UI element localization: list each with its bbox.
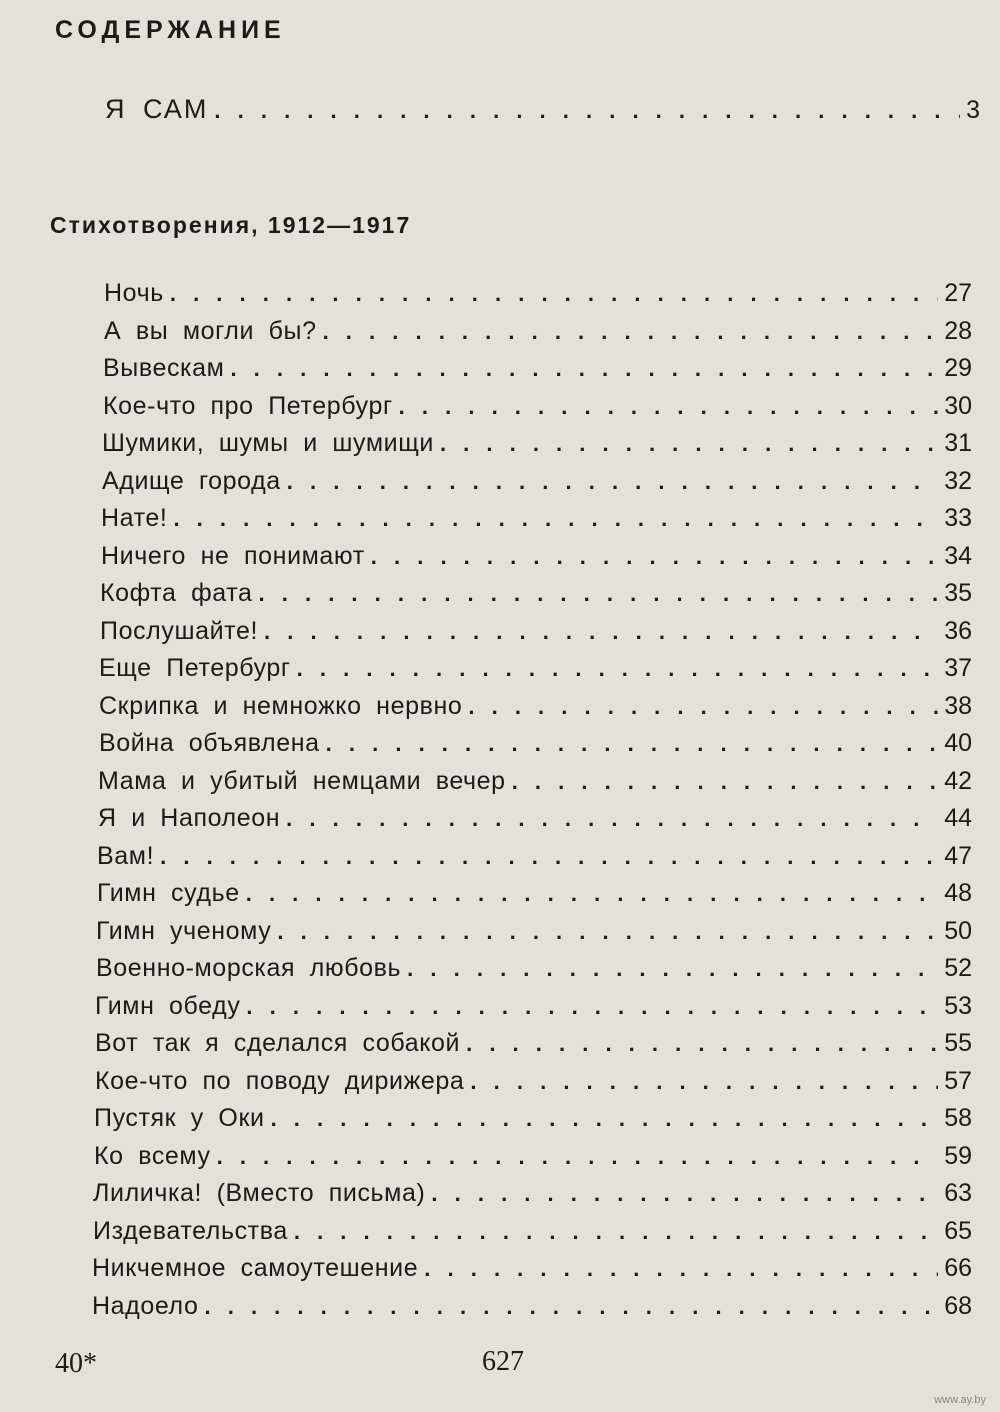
- dot-leader: [407, 956, 938, 982]
- toc-entry-title: А вы могли бы?: [104, 317, 317, 345]
- toc-entry-title: Гимн ученому: [96, 917, 272, 945]
- toc-entry: [102, 429, 972, 458]
- watermark: www.ay.by: [934, 1394, 986, 1406]
- toc-entry-page: 29: [944, 354, 972, 382]
- toc-entry: [102, 467, 972, 496]
- dot-leader: [323, 319, 939, 345]
- toc-entry-title: Пустяк у Оки: [94, 1104, 265, 1132]
- toc-entry: [96, 954, 972, 983]
- toc-entry-page: 37: [944, 654, 972, 682]
- toc-entry: [92, 1254, 972, 1283]
- toc-entry-title: Послушайте!: [100, 617, 259, 645]
- dot-leader: [371, 544, 938, 570]
- dot-leader: [217, 1144, 939, 1170]
- dot-leader: [271, 1106, 939, 1132]
- section-title: Стихотворения, 1912—1917: [50, 212, 412, 238]
- dot-leader: [470, 1069, 938, 1095]
- toc-entry-title: Никчемное самоутешение: [92, 1254, 419, 1282]
- toc-entry: [98, 767, 972, 796]
- dot-leader: [264, 619, 938, 645]
- toc-entry-title: Издевательства: [93, 1217, 288, 1245]
- dot-leader: [466, 1031, 938, 1057]
- toc-entry-title: Надоело: [92, 1292, 199, 1320]
- toc-entry: [96, 917, 972, 946]
- toc-entry: [99, 692, 972, 721]
- toc-entry-title: Вам!: [97, 842, 155, 870]
- toc-entry: [93, 1179, 972, 1208]
- toc-entry-title: Я и Наполеон: [98, 804, 281, 832]
- toc-entry-title: Вот так я сделался собакой: [95, 1029, 461, 1057]
- signature-mark: 40*: [55, 1348, 97, 1379]
- toc-entry-page: 36: [944, 617, 972, 645]
- toc-entry-title: Ко всему: [94, 1142, 211, 1170]
- toc-entry-page: 52: [944, 954, 972, 982]
- toc-entry-title: Я САМ: [105, 94, 209, 124]
- dot-leader: [170, 281, 938, 307]
- toc-entry-title: Кое-что про Петербург: [103, 392, 393, 420]
- toc-entry-page: 27: [944, 279, 972, 307]
- toc-entry-page: 32: [944, 467, 972, 495]
- toc-entry-page: 40: [944, 729, 972, 757]
- dot-leader: [230, 356, 938, 382]
- toc-entry: [92, 1292, 972, 1321]
- dot-leader: [424, 1256, 938, 1282]
- toc-entry-title: Военно-морская любовь: [96, 954, 402, 982]
- toc-entry-title: Война объявлена: [99, 729, 320, 757]
- toc-entry-page: 47: [944, 842, 972, 870]
- toc-entry-page: 42: [944, 767, 972, 795]
- dot-leader: [246, 994, 938, 1020]
- toc-entry-page: 28: [944, 317, 972, 345]
- toc-entry: [99, 729, 972, 758]
- toc-entry-page: 57: [944, 1067, 972, 1095]
- toc-entry-page: 35: [944, 579, 972, 607]
- toc-entry-title: Ничего не понимают: [101, 542, 365, 570]
- dot-leader: [512, 769, 939, 795]
- dot-leader: [294, 1219, 938, 1245]
- toc-entry-page: 38: [944, 692, 972, 720]
- dot-leader: [173, 506, 938, 532]
- dot-leader: [214, 98, 960, 124]
- toc-entry: [100, 579, 972, 608]
- dot-leader: [399, 394, 939, 420]
- toc-entry-title: Лиличка! (Вместо письма): [93, 1179, 426, 1207]
- toc-entry-title: Гимн обеду: [95, 992, 241, 1020]
- toc-entry-title: Еще Петербург: [99, 654, 291, 682]
- dot-leader: [259, 581, 939, 607]
- toc-entry-page: 33: [944, 504, 972, 532]
- toc-entry-title: Адище города: [102, 467, 281, 495]
- toc-entry: [95, 1029, 972, 1058]
- toc-entry: [95, 992, 972, 1021]
- dot-leader: [287, 469, 938, 495]
- toc-entry: [103, 392, 972, 421]
- toc-entry-title: Мама и убитый немцами вечер: [98, 767, 506, 795]
- toc-entry-page: 66: [944, 1254, 972, 1282]
- toc-entry-title: Кое-что по поводу дирижера: [95, 1067, 465, 1095]
- dot-leader: [326, 731, 939, 757]
- toc-entry-page: 63: [944, 1179, 972, 1207]
- toc-entry-page: 34: [944, 542, 972, 570]
- toc-entry: [98, 804, 972, 833]
- toc-entry: [97, 879, 972, 908]
- dot-leader: [277, 919, 938, 945]
- toc-entry-title: Кофта фата: [100, 579, 253, 607]
- toc-entry: [100, 617, 972, 646]
- toc-entry: [94, 1142, 972, 1171]
- dot-leader: [297, 656, 939, 682]
- toc-entry-title: Нате!: [101, 504, 168, 532]
- dot-leader: [286, 806, 938, 832]
- dot-leader: [468, 694, 938, 720]
- toc-entry-page: 65: [944, 1217, 972, 1245]
- dot-leader: [431, 1181, 938, 1207]
- dot-leader: [160, 844, 938, 870]
- toc-entry: [103, 354, 972, 383]
- toc-entry-page: 50: [944, 917, 972, 945]
- dot-leader: [440, 431, 938, 457]
- toc-entry: [94, 1104, 972, 1133]
- toc-entry: [104, 317, 972, 346]
- toc-entry-title: Гимн судье: [97, 879, 240, 907]
- dot-leader: [205, 1294, 939, 1320]
- toc-entry-title: Шумики, шумы и шумищи: [102, 429, 434, 457]
- toc-entry-page: 53: [944, 992, 972, 1020]
- toc-entry: [93, 1217, 972, 1246]
- toc-entry: [101, 504, 972, 533]
- toc-entry-title: Ночь: [104, 279, 164, 307]
- dot-leader: [246, 881, 938, 907]
- toc-entry-page: 30: [944, 392, 972, 420]
- toc-entry-intro: [105, 94, 980, 125]
- toc-entry: [101, 542, 972, 571]
- toc-entry-page: 55: [944, 1029, 972, 1057]
- toc-entry: [99, 654, 972, 683]
- toc-entry: [104, 279, 972, 308]
- toc-entry-page: 68: [944, 1292, 972, 1320]
- toc-entry-page: 3: [966, 96, 980, 124]
- page-heading: СОДЕРЖАНИЕ: [55, 16, 286, 44]
- toc-entry-page: 58: [944, 1104, 972, 1132]
- toc-entry-title: Скрипка и немножко нервно: [99, 692, 463, 720]
- toc-entry-page: 44: [944, 804, 972, 832]
- page-number: 627: [482, 1346, 524, 1377]
- toc-entry: [97, 842, 972, 871]
- toc-entry-page: 31: [944, 429, 972, 457]
- toc-entry-title: Вывескам: [103, 354, 225, 382]
- toc-entry-page: 48: [944, 879, 972, 907]
- toc-entry-page: 59: [944, 1142, 972, 1170]
- toc-entry: [95, 1067, 972, 1096]
